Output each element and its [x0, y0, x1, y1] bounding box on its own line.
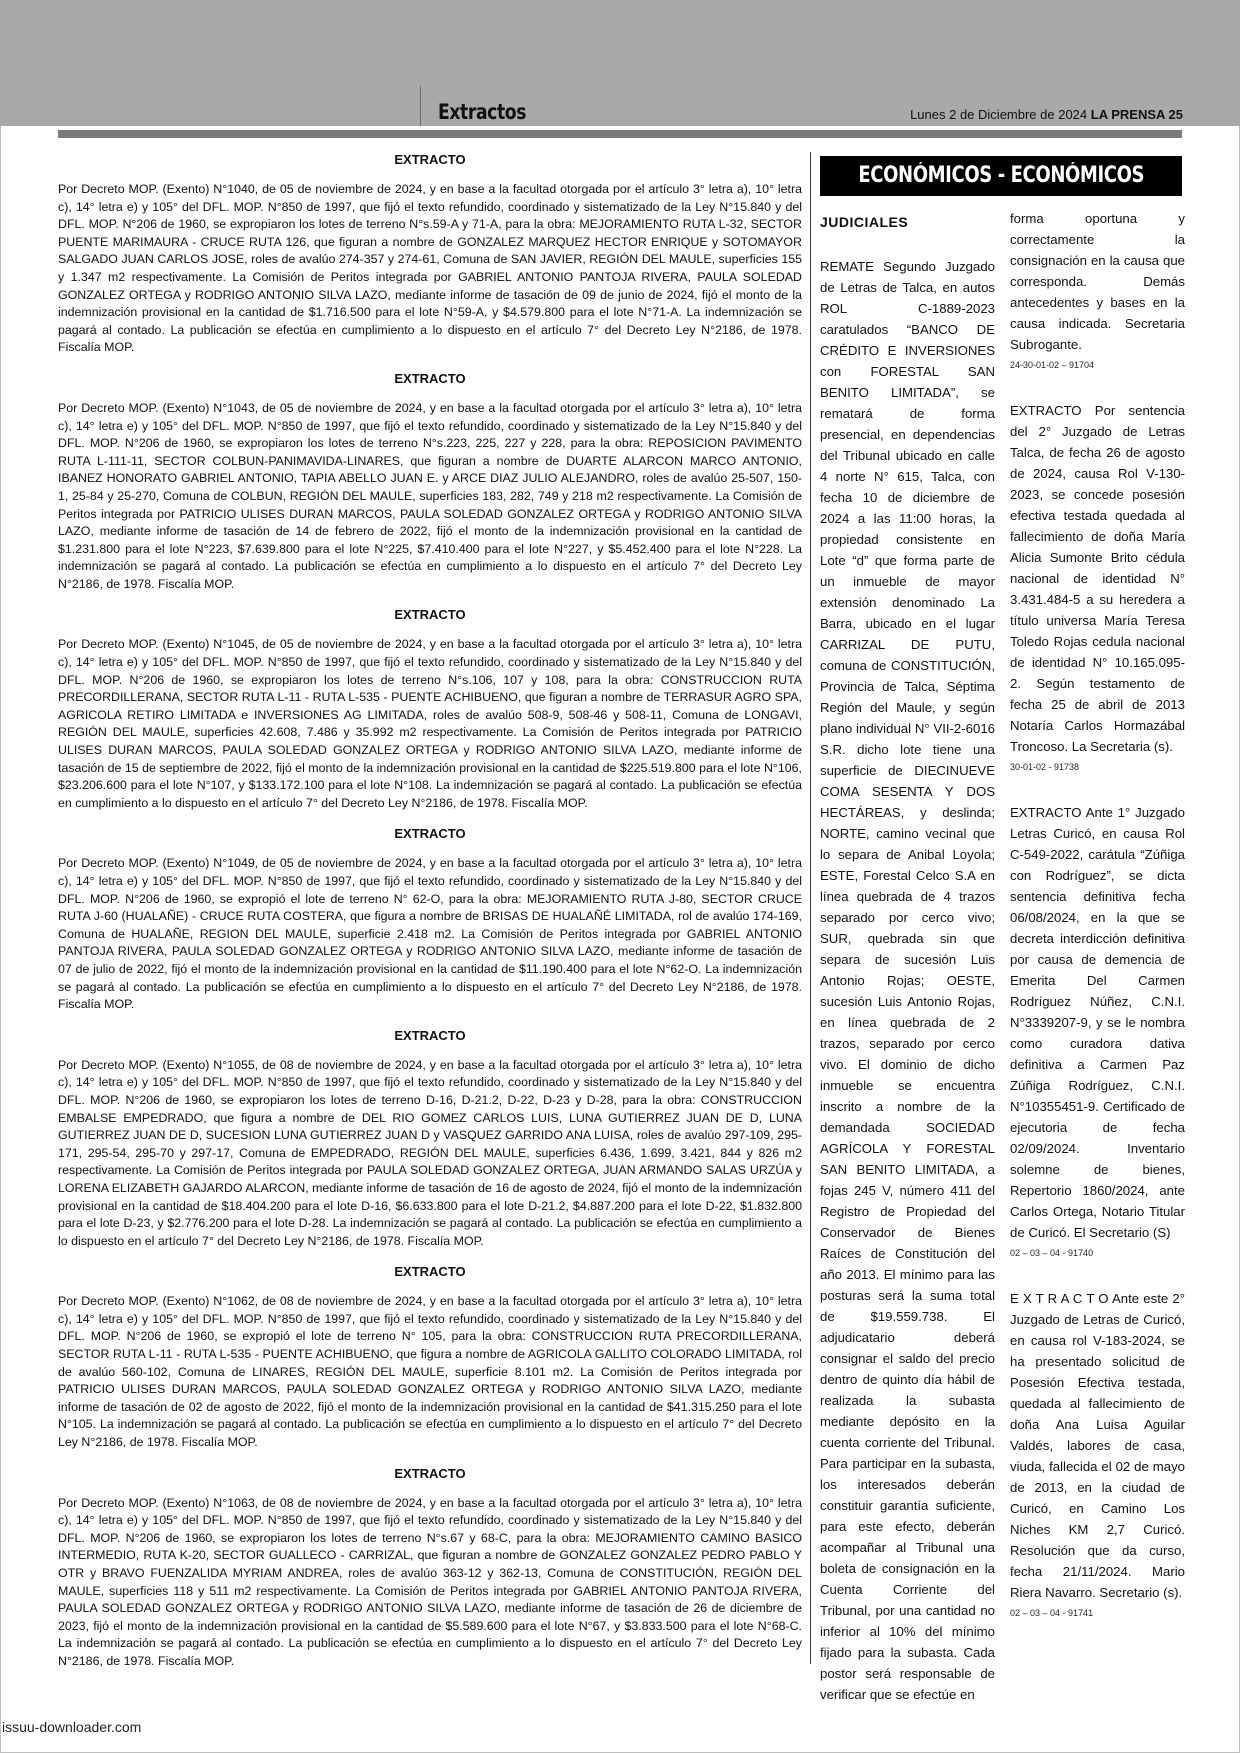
economicos-column-2 [1010, 208, 1185, 1648]
extract-title: EXTRACTO [394, 152, 466, 167]
economicos-column-1 [820, 208, 995, 1705]
notice-code: 30-01-02 - 91738 [1010, 762, 1080, 772]
extract-body: Por Decreto MOP. (Exento) N°1043, de 05 de noviembre de 2024, y en base a la facultad otorgada por el artículo 3° letra a), 10° letra c), 14° letra e) y 105° del DFL. MOP. N°850 de 1997, que fijó el texto refundido, coordinado y sistematizado de la Ley N°15.840 y del DFL. MOP. N°206 de 1960, se expropiaron los lotes de terreno N°s.223, 225, 227 y 228, para la obra: REPOSICION PAVIMENTO RUTA L-111-11, SECTOR COLBUN-PANIMAVIDA-LINARES, que figuran a nombre de DUARTE ALARCON MARCO ANTONIO, IBANEZ HONORATO GABRIEL ANTONIO, TAPIA ABELLO JUAN E. y ARCE DIAZ JULIO ALEJANDRO, roles de avalúo 25-507, 150-1, 25-84 y 25-270, Comuna de COLBUN, REGIÓN DEL MAULE, superficies 183, 282, 749 y 218 m2 respectivamente. La Comisión de Peritos integrada por PATRICIO ULISES DURAN MARCOS, PAULA SOLEDAD GONZALEZ ORTEGA y RODRIGO ANTONIO SILVA LAZO, mediante informe de tasación de 14 de febrero de 2022, fijó el monto de la indemnización provisional en la cantidad de $1.231.800 para el lote N°223, $7.639.800 para el lote N°225, $7.410.400 para el lote N°227, y $5.452.400 para el lote N°228. La indemnización se pagará al contado. La publicación se efectúa en cumplimiento a lo dispuesto en el artículo 7° del Decreto Ley N°2186, de 1978. Fiscalía MOP. [58, 400, 802, 591]
date-line [910, 107, 1183, 122]
publication-date: Lunes 2 de Diciembre de 2024 [910, 107, 1088, 122]
extract-5 [58, 1028, 802, 1251]
page-header [0, 0, 1240, 126]
notice-remate-continued: forma oportuna y correctamente la consignación en la causa que corresponda. Demás antecedentes y bases en la causa indicada. Secretaria Subrogante. [1010, 211, 1185, 352]
watermark: issuu-downloader.com [2, 1719, 142, 1735]
extract-6 [58, 1264, 802, 1451]
paper-name-page: LA PRENSA 25 [1090, 107, 1183, 122]
extract-title: EXTRACTO [394, 1264, 466, 1280]
notice-extracto-talca: EXTRACTO Por sentencia del 2° Juzgado de Letras Talca, de fecha 26 de agosto de 2024, causa Rol V-130-2023, se concede posesión efectiva testada quedada al fallecimiento de doña María Alicia Sumonte Brito cédula nacional de identidad N° 3.431.484-5 a su heredera a título universa María Teresa Toledo Rojas cedula nacional de identidad N° 10.165.095-2. Según testamento de fecha 25 de abril de 2013 Notaría Carlos Hormazábal Troncoso. La Secretaria (s). [1010, 403, 1185, 754]
notice-code: 02 – 03 – 04 - 91740 [1010, 1248, 1094, 1258]
judiciales-heading: JUDICIALES [820, 214, 909, 230]
extracts-column [58, 152, 802, 1685]
notice-remate: REMATE Segundo Juzgado de Letras de Talca, en autos ROL C-1889-2023 caratulados “BANCO DE CRÉDITO E INVERSIONES con FORESTAL SAN BENITO LIMITADA”, se rematará de forma presencial, en dependencias del Tribunal ubicado en calle 4 norte N° 615, Talca, con fecha 10 de diciembre de 2024 a las 11:00 horas, la propiedad consistente en Lote “d” que forma parte de un inmueble de mayor extensión denominado La Barra, ubicado en el lugar CARRIZAL DE PUTU, comuna de CONSTITUCIÓN, Provincia de Talca, Séptima Región del Maule, y según plano individual N° VII-2-6016 S.R. dicho lote tiene una superficie de DIECINUEVE COMA SESENTA Y DOS HECTÁREAS, y deslinda; NORTE, camino vecinal que lo separa de Anibal Loyola; ESTE, Forestal Celco S.A en línea quebrada de 4 trazos separado por cerco vivo; SUR, quebrada sin que separa de sucesión Luis Antonio Rojas; OESTE, sucesión Luis Antonio Rojas, en línea quebrada de 2 trazos, separado por cerco vivo. El dominio de dicho inmueble se encuentra inscrito a nombre de la demandada SOCIEDAD AGRÍCOLA Y FORESTAL SAN BENITO LIMITADA, a fojas 245 V, número 411 del Registro de Propiedad del Conservador de Bienes Raíces de Constitución del año 2013. El mínimo para las posturas será la suma total de $19.559.738. El adjudicatario deberá consignar el saldo del precio dentro de quinto día hábil de realizada la subasta mediante depósito en la cuenta corriente del Tribunal. Para participar en la subasta, los interesados deberán constituir garantía suficiente, para este efecto, deberán acompañar al Tribunal una boleta de consignación en la Cuenta Corriente del Tribunal, por una cantidad no inferior al 10% del mínimo fijado para la subasta. Cada postor será responsable de verificar que se efectúe en [820, 259, 995, 1702]
notice-extracto-curico-2: E X T R A C T O Ante este 2° Juzgado de Letras de Curicó, en causa rol V-183-2024, se ha presentado solicitud de Posesión Efectiva testada, quedada al fallecimiento de doña Ana Luisa Aguilar Valdés, labores de casa, viuda, fallecida el 02 de mayo de 2013, en la ciudad de Curicó, en Camino Los Niches KM 2,7 Curicó. Resolución que da curso, fecha 21/11/2024. Mario Riera Navarro. Secretario (s). [1010, 1291, 1185, 1600]
extract-body: Por Decreto MOP. (Exento) N°1040, de 05 de noviembre de 2024, y en base a la facultad otorgada por el artículo 3° letra a), 10° letra c), 14° letra e) y 105° del DFL. MOP. N°850 de 1997, que fijó el texto refundido, coordinado y sistematizado de la Ley N°15.840 y del DFL. MOP. N°206 de 1960, se expropiaron los lotes de terreno N°s.59-A y 71-A, para la obra: MEJORAMIENTO RUTA L-32, SECTOR PUENTE MARIMAURA - CRUCE RUTA 126, que figuran a nombre de GONZALEZ MARQUEZ HECTOR ENRIQUE y SOTOMAYOR SALGADO JUAN CARLOS JOSE, roles de avalúo 274-357 y 274-61, Comuna de SAN JAVIER, REGIÓN DEL MAULE, superficies 155 y 1.347 m2 respectivamente. La Comisión de Peritos integrada por GABRIEL ANTONIO PANTOJA RIVERA, PAULA SOLEDAD GONZALEZ ORTEGA y RODRIGO ANTONIO SILVA LAZO, mediante informe de tasación de 09 de junio de 2024, fijó el monto de la indemnización provisional en la cantidad de $1.716.500 para el lote N°59-A, y $4.579.800 para el lote N°71-A. La indemnización se pagará al contado. La publicación se efectúa en cumplimiento a lo dispuesto en el artículo 7° del Decreto Ley N°2186, de 1978. Fiscalía MOP. [58, 182, 802, 355]
extract-title: EXTRACTO [394, 826, 466, 842]
notice-code: 24-30-01-02 – 91704 [1010, 360, 1095, 370]
notice-extracto-curico-1: EXTRACTO Ante 1° Juzgado Letras Curicó, en causa Rol C-549-2022, carátula “Zúñiga con Rodríguez”, se dicta sentencia definitiva fecha 06/08/2024, en la que se decreta interdicción definitiva por causa de demencia de Emerita Del Carmen Rodríguez Núñez, C.N.I. N°3339207-9, y se le nombra como curadora dativa definitiva a Carmen Paz Zúñiga Rodríguez, C.N.I. N°10355451-9. Certificado de ejecutoria de fecha 02/09/2024. Inventario solemne de bienes, Repertorio 1860/2024, ante Carlos Ortega, Notario Titular de Curicó. El Secretario (S) [1010, 805, 1185, 1240]
extract-title: EXTRACTO [394, 1465, 466, 1481]
economicos-banner [820, 156, 1182, 196]
extract-1 [58, 152, 802, 357]
section-title: Extractos [438, 100, 527, 124]
extract-4 [58, 826, 802, 1013]
column-divider [810, 152, 811, 1664]
notice-code: 02 – 03 – 04 - 91741 [1010, 1608, 1094, 1618]
extract-3 [58, 607, 802, 812]
top-rule [58, 130, 1182, 138]
extract-2 [58, 371, 802, 594]
extract-body: Por Decreto MOP. (Exento) N°1045, de 05 de noviembre de 2024, y en base a la facultad otorgada por el artículo 3° letra a), 10° letra c), 14° letra e) y 105° del DFL. MOP. N°850 de 1997, que fijó el texto refundido, coordinado y sistematizado de la Ley N°15.840 y del DFL. MOP. N°206 de 1960, se expropiaron los lotes de terreno N°s.106, 107 y 108, para la obra: CONSTRUCCION RUTA PRECORDILLERANA, SECTOR RUTA L-11 - RUTA L-535 - PUENTE ACHIBUENO, que figuran a nombre de TERRASUR AGRO SPA, AGRICOLA RETIRO LIMITADA e INVERSIONES AG LIMITADA, roles de avalúo 508-9, 508-46 y 508-11, Comuna de LONGAVI, REGIÓN DEL MAULE, superficies 42.608, 7.486 y 35.992 m2 respectivamente. La Comisión de Peritos integrada por PATRICIO ULISES DURAN MARCOS, PAULA SOLEDAD GONZALEZ ORTEGA y RODRIGO ANTONIO SILVA LAZO, mediante informe de tasación de 15 de septiembre de 2022, fijó el monto de la indemnización provisional en la cantidad de $225.519.800 para el lote N°106, $23.206.600 para el lote N°107, y $133.172.100 para el lote N°108. La indemnización se pagará al contado. La publicación se efectúa en cumplimiento a lo dispuesto en el artículo 7° del Decreto Ley N°2186, de 1978. Fiscalía MOP. [58, 637, 802, 810]
extract-body: Por Decreto MOP. (Exento) N°1049, de 05 de noviembre de 2024, y en base a la facultad otorgada por el artículo 3° letra a), 10° letra c), 14° letra e) y 105° del DFL. MOP. N°850 de 1997, que fijó el texto refundido, coordinado y sistematizado de la Ley N°15.840 y del DFL. MOP. N°206 de 1960, se expropió el lote de terreno N° 62-O, para la obra: MEJORAMIENTO RUTA J-80, SECTOR CRUCE RUTA J-60 (HUALAÑE) - CRUCE RUTA COSTERA, que figura a nombre de BRISAS DE HUALAÑÉ LIMITADA, rol de avalúo 174-169, Comuna de HUALAÑE, REGION DEL MAULE, superficie 2.418 m2. La Comisión de Peritos integrada por GABRIEL ANTONIO PANTOJA RIVERA, PAULA SOLEDAD GONZALEZ ORTEGA y RODRIGO ANTONIO SILVA LAZO, mediante informe de tasación de 07 de julio de 2022, fijó el monto de la indemnización provisional en la cantidad de $11.190.400 para el lote N°62-O. La indemnización se pagará al contado. La publicación se efectúa en cumplimiento a lo dispuesto en el artículo 7° del Decreto Ley N°2186, de 1978. Fiscalía MOP. [58, 856, 802, 1012]
economicos-section [820, 156, 1185, 1702]
extract-title: EXTRACTO [394, 370, 466, 386]
economicos-banner-text: ECONÓMICOS - ECONÓMICOS [858, 163, 1144, 188]
extract-title: EXTRACTO [394, 1027, 466, 1043]
extract-title: EXTRACTO [394, 607, 466, 623]
extract-body: Por Decreto MOP. (Exento) N°1055, de 08 de noviembre de 2024, y en base a la facultad otorgada por el artículo 3° letra a), 10° letra c), 14° letra e) y 105° del DFL. MOP. N°850 de 1997, que fijó el texto refundido, coordinado y sistematizado de la Ley N°15.840 y del DFL. MOP. N°206 de 1960, se expropiaron los lotes de terreno D-16, D-21.2, D-22, D-23 y D-28, para la obra: CONSTRUCCION EMBALSE EMPEDRADO, que figura a nombre de DEL RIO GOMEZ CARLOS LUIS, LUNA GUTIERREZ JUAN DE D, LUNA GUTIERREZ JUAN DE D, SUCESION LUNA GUTIERREZ JUAN D y VASQUEZ GARRIDO ANA LUISA, roles de avalúo 297-109, 295-171, 295-54, 295-70 y 297-17, Comuna de EMPEDRADO, REGIÓN DEL MAULE, superficies 6.436, 1.699, 3.421, 844 y 826 m2 respectivamente. La Comisión de Peritos integrada por PAULA SOLEDAD GONZALEZ ORTEGA, JUAN ARMANDO SALAS URZÚA y LORENA ELIZABETH GAJARDO ALARCON, mediante informe de tasación de 16 de agosto de 2024, fijó el monto de la indemnización provisional en la cantidad de $18.404.200 para el lote D-16, $6.633.800 para el lote D-21.2, $4.887.200 para el lote D-22, $1.832.800 para el lote D-23, y $2.776.200 para el lote D-28. La indemnización se pagará al contado. La publicación se efectúa en cumplimiento a lo dispuesto en el artículo 7° del Decreto Ley N°2186, de 1978. Fiscalía MOP. [58, 1057, 802, 1248]
extract-body: Por Decreto MOP. (Exento) N°1062, de 08 de noviembre de 2024, y en base a la facultad otorgada por el artículo 3° letra a), 10° letra c), 14° letra e) y 105° del DFL. MOP. N°850 de 1997, que fijó el texto refundido, coordinado y sistematizado de la Ley N°15.840 y del DFL. MOP. N°206 de 1960, se expropió el lote de terreno N° 105, para la obra: CONSTRUCCION RUTA PRECORDILLERANA, SECTOR RUTA L-11 - RUTA L-535 - PUENTE ACHIBUENO, que figura a nombre de AGRICOLA GALLITO COLORADO LIMITADA, rol de avalúo 560-102, Comuna de LINARES, REGIÓN DEL MAULE, superficie 8.101 m2. La Comisión de Peritos integrada por PATRICIO ULISES DURAN MARCOS, PAULA SOLEDAD GONZALEZ ORTEGA y RODRIGO ANTONIO SILVA LAZO, mediante informe de tasación de 02 de agosto de 2022, fijó el monto de la indemnización provisional en la cantidad de $41.315.250 para el lote N°105. La indemnización se pagará al contado. La publicación se efectúa en cumplimiento a lo dispuesto en el artículo 7° del Decreto Ley N°2186, de 1978. Fiscalía MOP. [58, 1294, 802, 1450]
extract-7 [58, 1466, 802, 1671]
header-divider [420, 86, 421, 126]
extract-body: Por Decreto MOP. (Exento) N°1063, de 08 de noviembre de 2024, y en base a la facultad otorgada por el artículo 3° letra a), 10° letra c), 14° letra e) y 105° del DFL. MOP. N°850 de 1997, que fijó el texto refundido, coordinado y sistematizado de la Ley N°15.840 y del DFL. MOP. N°206 de 1960, se expropiaron los lotes de terreno N°s.67 y 68-C, para la obra: MEJORAMIENTO CAMINO BASICO INTERMEDIO, RUTA K-20, SECTOR GUALLECO - CARRIZAL, que figuran a nombre de GONZALEZ GONZALEZ PEDRO PABLO Y OTR y BRAVO FUENZALIDA MYRIAM ANDREA, roles de avalúo 363-12 y 362-13, Comuna de CONSTITUCIÓN, REGIÓN DEL MAULE, superficies 118 y 511 m2 respectivamente. La Comisión de Peritos integrada por GABRIEL ANTONIO PANTOJA RIVERA, PAULA SOLEDAD GONZALEZ ORTEGA y RODRIGO ANTONIO SILVA LAZO, mediante informe de tasación de 26 de diciembre de 2023, fijó el monto de la indemnización provisional en la cantidad de $5.589.600 para el lote N°67, y $3.833.500 para el lote N°68-C. La indemnización se pagará al contado. La publicación se efectúa en cumplimiento a lo dispuesto en el artículo 7° del Decreto Ley N°2186, de 1978. Fiscalía MOP. [58, 1495, 802, 1668]
